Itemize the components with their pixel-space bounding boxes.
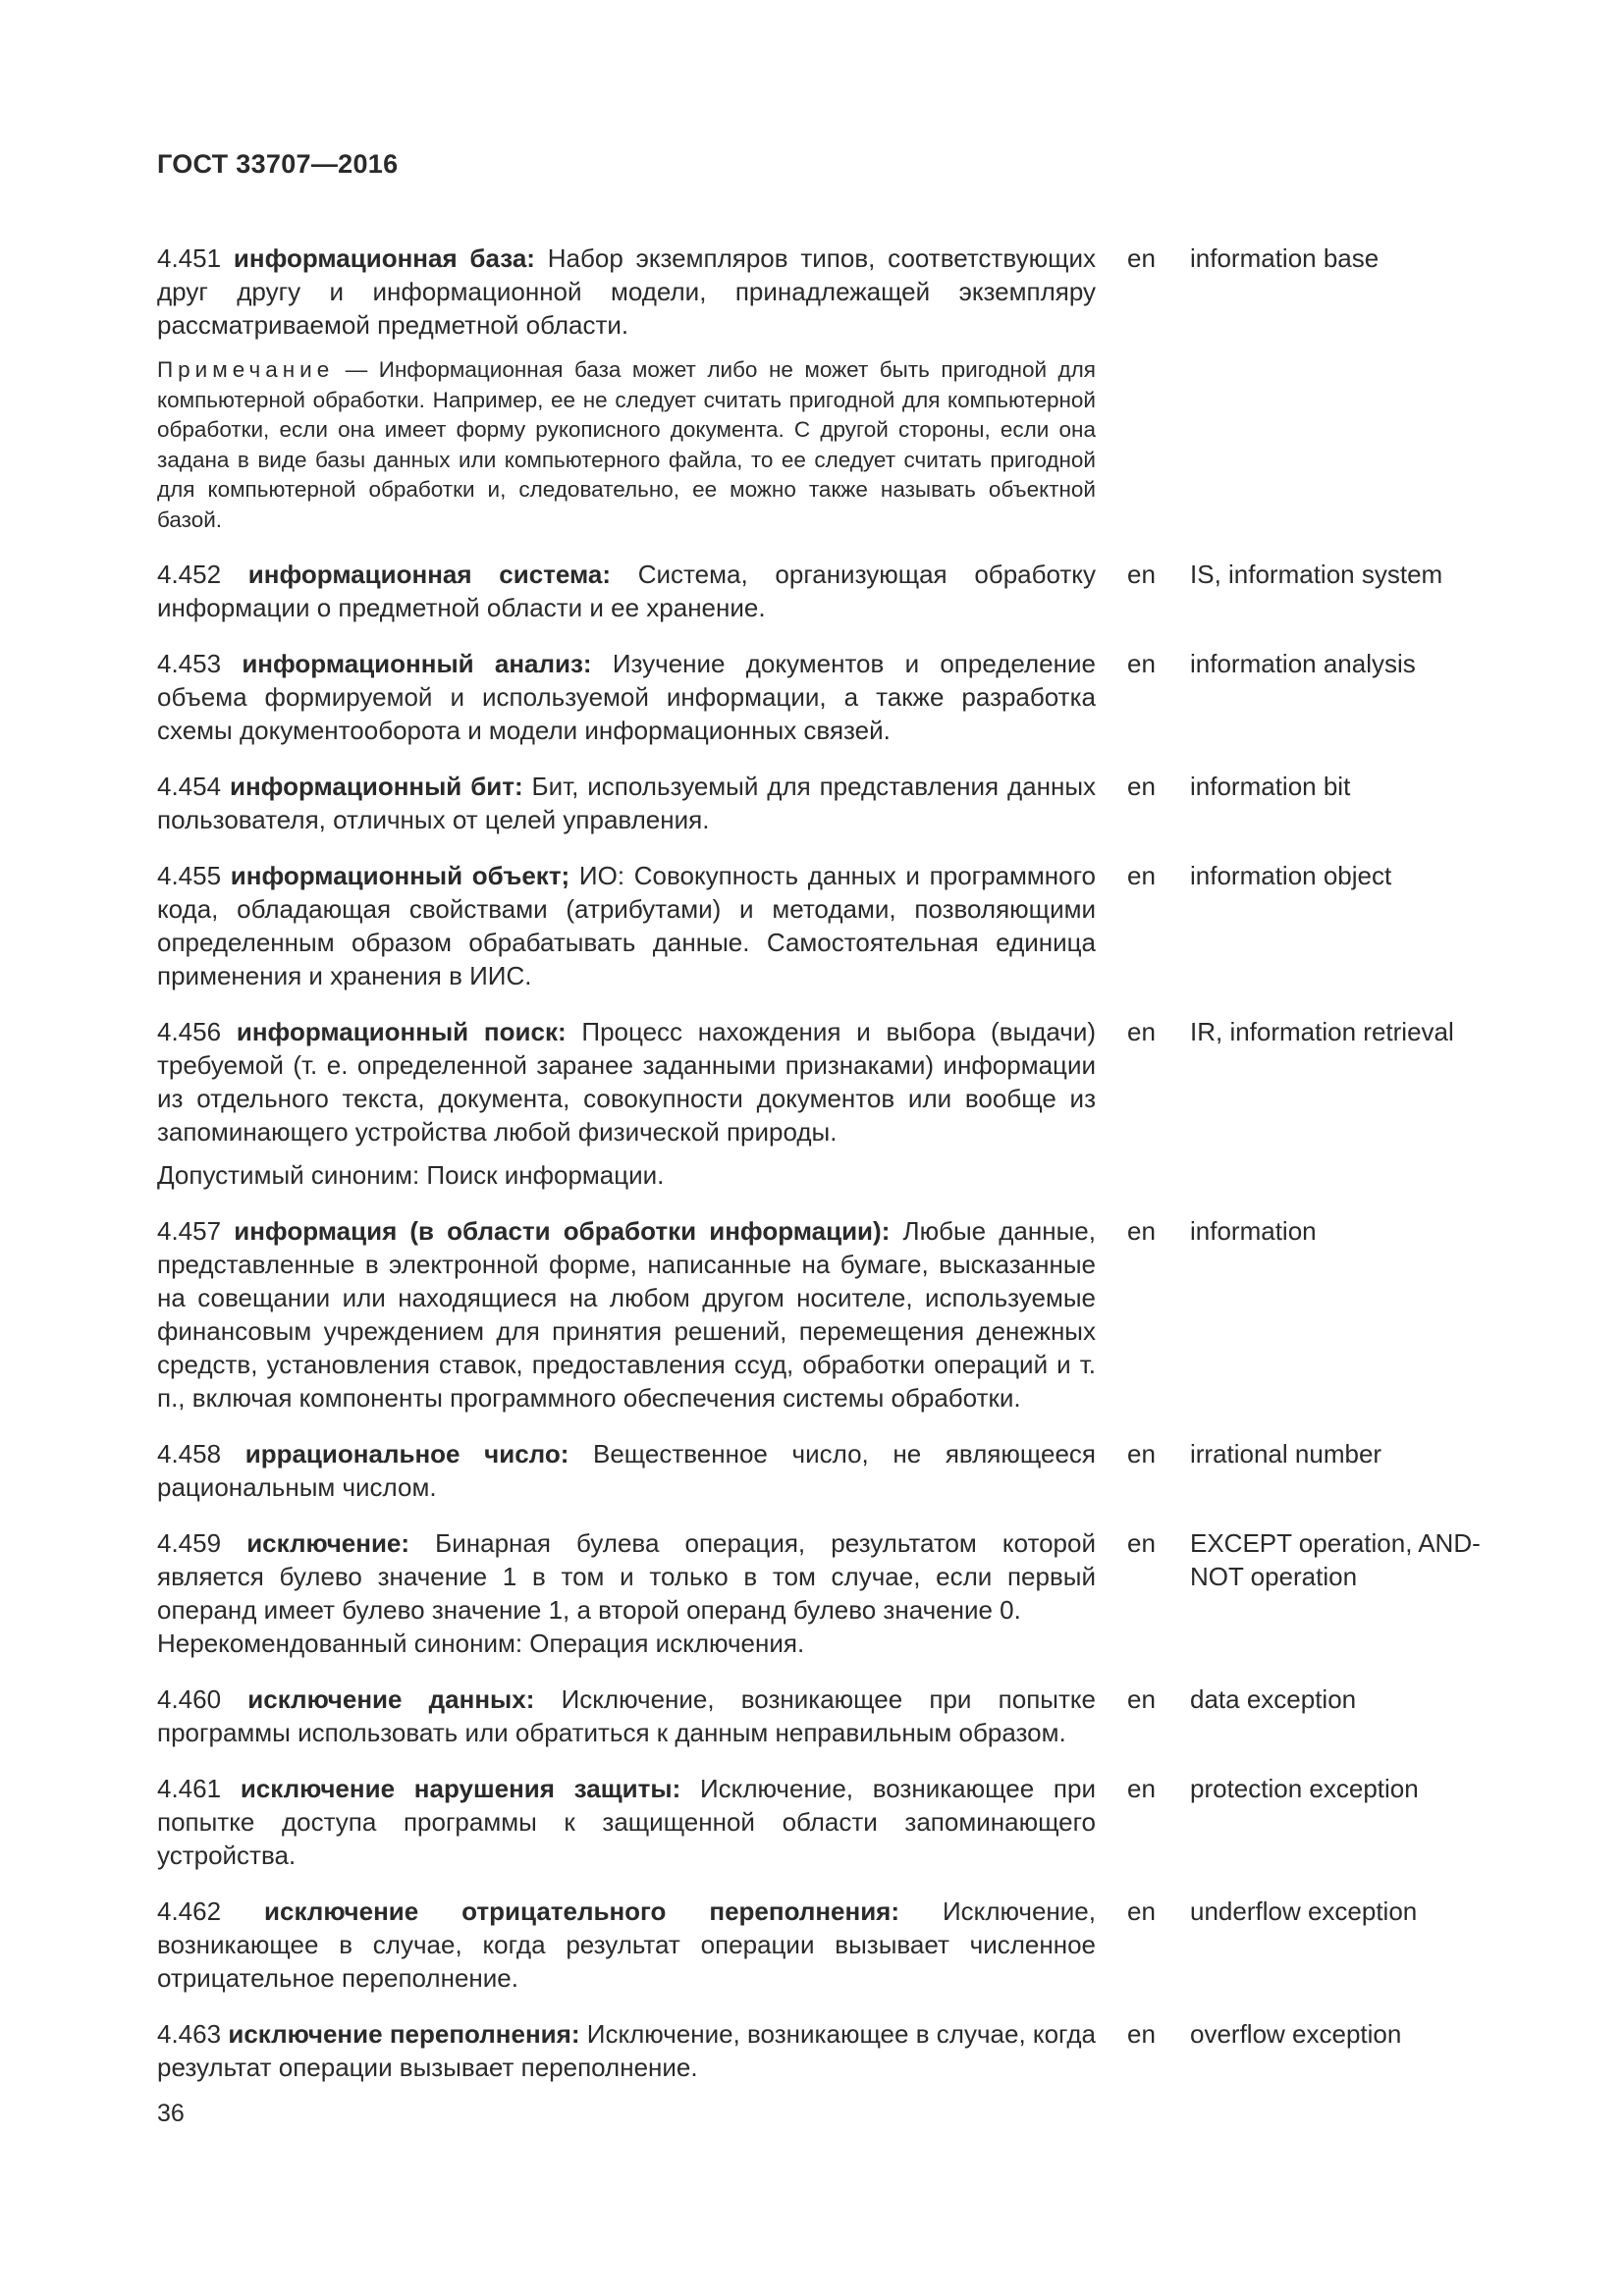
language-code: en	[1127, 1896, 1156, 1926]
term-entry	[157, 1772, 1492, 1872]
term-definition	[157, 1015, 1096, 1148]
language-code: en	[1127, 1216, 1156, 1246]
term-definition	[157, 1214, 1096, 1415]
term-entry	[157, 1526, 1492, 1660]
english-equivalent: underflow exception	[1190, 1896, 1418, 1926]
term-number: 4.452	[157, 560, 222, 589]
document-header: ГОСТ 33707—2016	[157, 149, 399, 179]
language-code: en	[1127, 772, 1156, 801]
term-number: 4.456	[157, 1017, 222, 1046]
term-name: информационный анализ:	[242, 649, 592, 678]
term-note	[157, 355, 1096, 535]
term-entry	[157, 770, 1492, 836]
english-equivalent: IS, information system	[1190, 560, 1443, 589]
language-code: en	[1127, 1528, 1156, 1558]
term-definition	[157, 2017, 1096, 2084]
term-definition	[157, 1895, 1096, 1995]
english-equivalent: EXCEPT operation, AND-NOT operation	[1190, 1528, 1481, 1591]
term-entry	[157, 1437, 1492, 1504]
term-name: исключение нарушения защиты:	[240, 1774, 681, 1803]
term-text: ИО: Совокупность данных и программного кода, обладающая свойствами (атрибутами) и методами, позволяющими определенным образом обрабатывать данные. Самостоятельная единица применения и хранения в ИИС.	[157, 861, 1096, 990]
language-code: en	[1127, 1774, 1156, 1803]
term-number: 4.453	[157, 649, 222, 678]
term-entry	[157, 558, 1492, 624]
term-number: 4.461	[157, 1774, 222, 1803]
term-text: Исключение, возникающее в случае, когда результат операции вызывает численное отрицательное переполнение.	[157, 1896, 1096, 1993]
term-definition	[157, 1526, 1096, 1627]
term-number: 4.451	[157, 243, 222, 273]
term-list	[157, 241, 1492, 2107]
term-text: Бит, используемый для представления данных пользователя, отличных от целей управления.	[157, 772, 1097, 834]
term-text: Система, организующая обработку информации о предметной области и ее хранение.	[157, 560, 1096, 622]
term-entry	[157, 1895, 1492, 1995]
term-number: 4.460	[157, 1684, 222, 1714]
term-name: информационный поиск:	[236, 1017, 567, 1046]
term-number: 4.462	[157, 1896, 222, 1926]
term-entry	[157, 1015, 1492, 1192]
synonym-line: Допустимый синоним: Поиск информации.	[157, 1160, 665, 1190]
note-text: — Информационная база может либо не может быть пригодной для компьютерной обработки. Например, ее не следует считать пригодной для компьютерной обработки, если она имеет форму рукописного документа. С другой стороны, если она задана в виде базы данных или компьютерного файла, то ее следует считать пригодной для компьютерной обработки и, следовательно, ее можно также называть объектной базой.	[157, 357, 1096, 532]
language-code: en	[1127, 861, 1156, 890]
term-definition	[157, 1682, 1096, 1749]
term-text: Вещественное число, не являющееся рациональным числом.	[157, 1439, 1096, 1502]
english-equivalent: information bit	[1190, 772, 1351, 801]
term-entry	[157, 241, 1492, 535]
term-name: исключение:	[246, 1528, 410, 1558]
language-code: en	[1127, 1439, 1156, 1468]
language-code: en	[1127, 1684, 1156, 1714]
english-equivalent: information base	[1190, 243, 1380, 273]
term-name: информационная система:	[247, 560, 612, 589]
language-code: en	[1127, 243, 1156, 273]
term-definition	[157, 647, 1096, 747]
term-number: 4.455	[157, 861, 222, 890]
term-text: Бинарная булева операция, результатом которой является булево значение 1 в том и только в том случае, если первый операнд имеет булево значение 1, а второй операнд булево значение 0.	[157, 1528, 1096, 1625]
term-number: 4.459	[157, 1528, 222, 1558]
language-code: en	[1127, 649, 1156, 678]
term-entry	[157, 2017, 1492, 2084]
english-equivalent: irrational number	[1190, 1439, 1382, 1468]
term-text: Процесс нахождения и выбора (выдачи) требуемой (т. е. определенной заранее заданными признаками) информации из отдельного текста, документа, совокупности документов или вообще из запоминающего устройства любой физической природы.	[157, 1017, 1096, 1147]
term-definition	[157, 241, 1096, 342]
term-number: 4.457	[157, 1216, 222, 1246]
note-label: Примечание	[157, 357, 335, 382]
english-equivalent: information	[1190, 1216, 1317, 1246]
english-equivalent: information object	[1190, 861, 1392, 890]
term-name: исключение данных:	[247, 1684, 535, 1714]
language-code: en	[1127, 2019, 1156, 2049]
term-entry	[157, 1682, 1492, 1749]
term-text: Набор экземпляров типов, соответствующих друг другу и информационной модели, принадлежащей экземпляру рассматриваемой предметной области.	[157, 243, 1096, 340]
term-text: Любые данные, представленные в электронной форме, написанные на бумаге, высказанные на совещании или находящиеся на любом другом носителе, используемые финансовым учреждением для принятия решений, перемещения денежных средств, установления ставок, предоставления ссуд, обработки операций и т. п., включая компоненты программного обеспечения системы обработки.	[157, 1216, 1096, 1413]
term-name: информационный бит:	[229, 772, 523, 801]
term-number: 4.463	[157, 2019, 222, 2049]
term-name: информация (в области обработки информации):	[234, 1216, 891, 1246]
term-entry	[157, 859, 1492, 992]
synonym-line: Нерекомендованный синоним: Операция исключения.	[157, 1629, 805, 1658]
english-equivalent: protection exception	[1190, 1774, 1419, 1803]
term-entry	[157, 1214, 1492, 1415]
term-name: исключение переполнения:	[228, 2019, 580, 2049]
english-equivalent: information analysis	[1190, 649, 1416, 678]
term-text: Изучение документов и определение объема формируемой и используемой информации, а также разработка схемы документооборота и модели информационных связей.	[157, 649, 1096, 745]
term-text: Исключение, возникающее при попытке доступа программы к защищенной области запоминающего устройства.	[157, 1774, 1096, 1870]
term-definition	[157, 1772, 1096, 1872]
term-text: Исключение, возникающее в случае, когда результат операции вызывает переполнение.	[157, 2019, 1097, 2082]
language-code: en	[1127, 1017, 1156, 1046]
term-text: Исключение, возникающее при попытке программы использовать или обратиться к данным неправильным образом.	[157, 1684, 1096, 1747]
term-name: информационная база:	[233, 243, 535, 273]
term-definition	[157, 859, 1096, 992]
term-name: исключение отрицательного переполнения:	[264, 1896, 900, 1926]
term-name: информационный объект;	[230, 861, 570, 890]
english-equivalent: data exception	[1190, 1684, 1357, 1714]
term-name: иррациональное число:	[244, 1439, 569, 1468]
term-number: 4.458	[157, 1439, 222, 1468]
page-number: 36	[157, 2100, 185, 2127]
english-equivalent: IR, information retrieval	[1190, 1017, 1454, 1046]
english-equivalent: overflow exception	[1190, 2019, 1402, 2049]
term-definition	[157, 558, 1096, 624]
term-number: 4.454	[157, 772, 222, 801]
term-definition	[157, 770, 1096, 836]
language-code: en	[1127, 560, 1156, 589]
term-entry	[157, 647, 1492, 747]
term-definition	[157, 1437, 1096, 1504]
